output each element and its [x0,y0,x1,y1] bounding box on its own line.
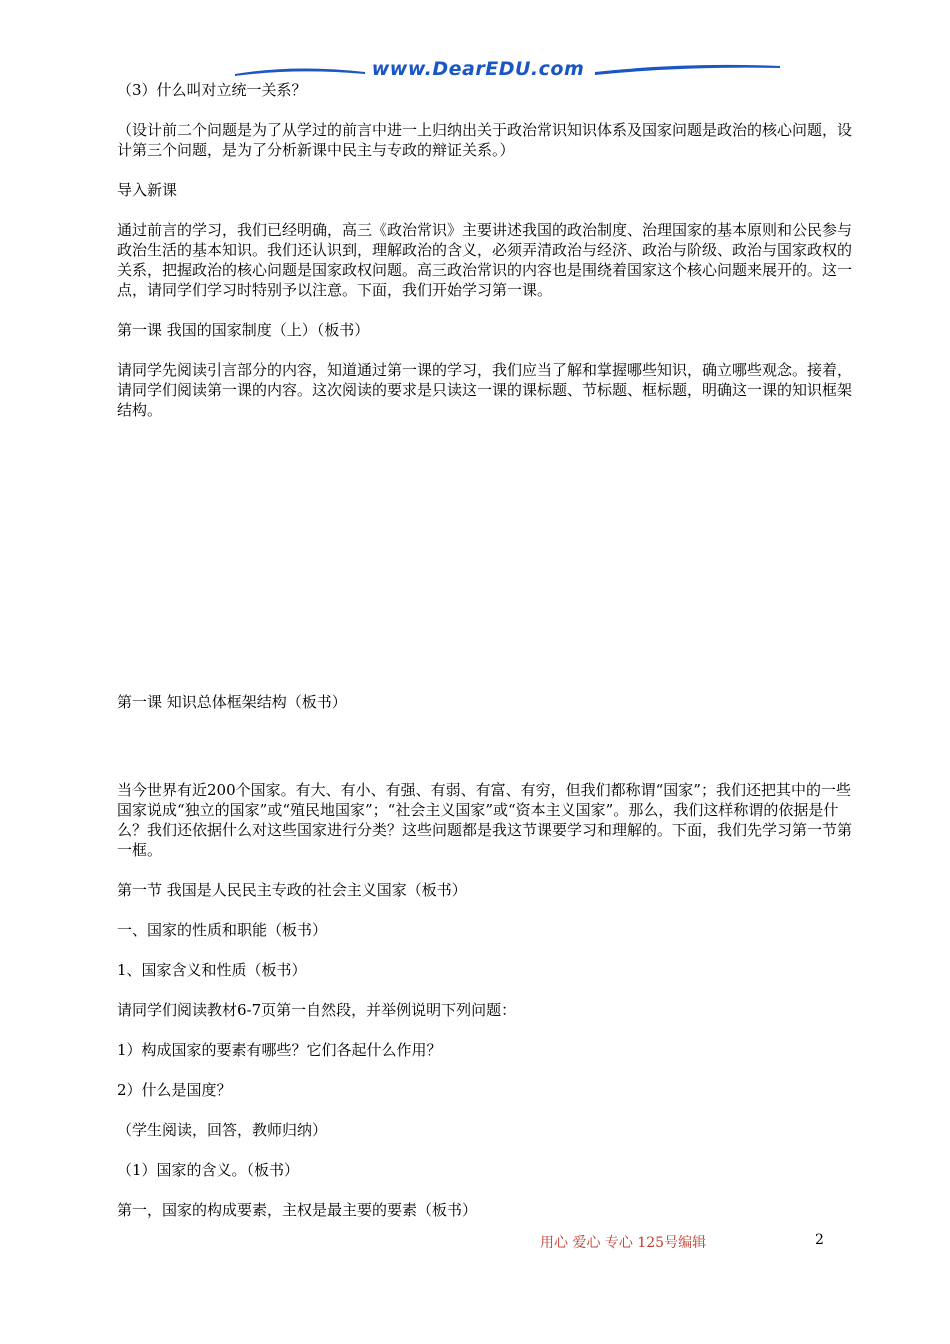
reading-task: 请同学们阅读教材6-7页第一自然段，并举例说明下列问题： [117,1001,517,1019]
lesson-1-title: 第一课 我国的国家制度（上）（板书） [117,321,370,339]
definition-heading: （1）国家的含义。（板书） [117,1161,300,1179]
site-logo[interactable]: www.DearEDU.com [371,58,585,80]
question-3: （3）什么叫对立统一关系？ [117,81,307,99]
intro-paragraph: 通过前言的学习，我们已经明确，高三《政治常识》主要讲述我国的政治制度、治理国家的基本原则和公民参与政治生活的基本知识。我们还认识到，理解政治的含义，必须弄清政治与经济、政治与阶级、政治与国家政权的关系，把握政治的核心问题是国家政权问题。高三政治常识的内容也是围绕着国家这个核心问题来展开的。这一点，请同学们学习时特别予以注意。下面，我们开始学习第一课。 [117,221,853,299]
subsection-1-title: 一、国家的性质和职能（板书） [117,921,328,939]
page-number: 2 [815,1232,824,1248]
point-1-title: 1、国家含义和性质（板书） [117,961,307,979]
design-note: （设计前二个问题是为了从学过的前言中进一上归纳出关于政治常识知识体系及国家问题是政治的核心问题，设计第三个问题，是为了分析新课中民主与专政的辩证关系。） [117,121,853,159]
question-item-2: 2）什么是国度？ [117,1081,232,1099]
first-element-heading: 第一，国家的构成要素，主权是最主要的要素（板书） [117,1201,478,1219]
footer-text: 用心 爱心 专心 125号编辑 [540,1235,707,1251]
document-body [117,80,857,1220]
framework-title: 第一课 知识总体框架结构（板书） [117,693,347,711]
reading-instruction: 请同学先阅读引言部分的内容，知道通过第一课的学习，我们应当了解和掌握哪些知识，确立哪些观念。接着，请同学们阅读第一课的内容。这次阅读的要求是只读这一课的课标题、节标题、框标题，明确这一课的知识框架结构。 [117,361,853,419]
section-intro-heading: 导入新课 [117,181,178,199]
countries-paragraph: 当今世界有近200个国家。有大、有小、有强、有弱、有富、有穷，但我们都称谓“国家”；我们还把其中的一些国家说成“独立的国家”或“殖民地国家”；“社会主义国家”或“资本主义国家”。那么，我们这样称谓的依据是什么？我们还依据什么对这些国家进行分类？这些问题都是我这节课要学习和理解的。下面，我们先学习第一节第一框。 [117,781,853,859]
question-item-1: 1）构成国家的要素有哪些？它们各起什么作用？ [117,1041,442,1059]
section-1-title: 第一节 我国是人民民主专政的社会主义国家（板书） [117,881,467,899]
teacher-note: （学生阅读，回答，教师归纳） [117,1121,328,1139]
